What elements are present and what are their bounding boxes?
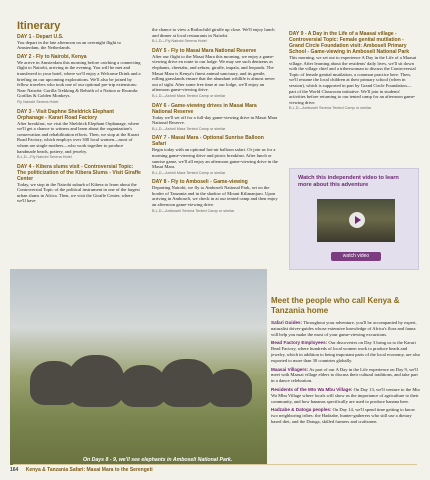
day-text: Departing Nairobi, we fly to Amboseli National Park, set on the border of Tanzania and in the shadow of Mount Kilimanjaro. Upon arriving in Amboseli, we check in at our tented camp and then enjoy an afternoon game-viewing drive. xyxy=(152,185,278,208)
day-heading: DAY 8 - Fly to Amboseli - Game-viewing xyxy=(152,179,248,186)
day-meals: B,L,D—Amboseli Serena Tented Camp or similar xyxy=(289,106,372,111)
people-label: Residents of the Mto Wa Mbu Village: xyxy=(271,386,353,392)
page-number: 164 xyxy=(10,467,19,473)
day-heading: DAY 7 - Masai Mara - Optional Sunrise Balloon Safari xyxy=(152,135,264,148)
people-item xyxy=(271,407,421,424)
people-text: On Day 13, we'll venture to the Mto Wa Mbu Village where locals will show us the importance of agriculture to their community, and how bananas specifically are used to produce banana beer. xyxy=(271,386,420,404)
day-heading: DAY 6 - Game-viewing drives in Masai Mara National Reserve xyxy=(152,102,257,115)
people-item xyxy=(271,340,421,363)
elephant-shape xyxy=(208,369,252,407)
day-text: Today, we stop in the Nairobi suburb of Kibera to learn about the Controversial Topic of the political instrument in one of the largest urban slums in Africa. Then, we visit the Giraffe Center, where we'll have xyxy=(17,181,140,204)
itinerary-column-1 xyxy=(17,20,141,204)
day-heading: DAY 2 - Fly to Nairobi, Kenya xyxy=(17,53,87,60)
day-meals: B,L,D—Fly Nairobi Serena Hotel xyxy=(17,155,72,160)
photo-caption: On Days 8 - 9, we'll see elephants in Amboseli National Park. xyxy=(83,457,233,463)
day-meals: B,L,D—Ashnil Mara Tented Camp or similar xyxy=(152,170,226,175)
day-heading: DAY 4 - Kibera slums visit - Controversial Topic: The politicization of the Kibera Slums - Visit Giraffe Center xyxy=(17,163,141,182)
people-text: As part of our A Day in the Life experience on Day 9, we'll meet with Maasai village elders to discuss their cultural traditions, and take part in a dance celebration. xyxy=(271,366,418,384)
people-item xyxy=(271,367,421,384)
day-text: After our flight to the Masai Mara this morning, we enjoy a game-viewing drive en route to our lodge. We may see such denizens as elephants, cheetahs, and zebras; giraffe, impala, and leopards. The Masai Mara is Kenya's finest animal sanctuary, and its gentle, rolling grasslands ensure that the abundant wildlife is almost never out of sight. After some free time at our lodge, we'll enjoy an afternoon game-viewing drive. xyxy=(152,53,275,93)
day-entry xyxy=(152,48,278,100)
people-text: Throughout your adventure, you'll be accompanied by expert, naturalist driver-guides whose extensive knowledge of Africa's flora and fauna will help you make the most of your game-viewing excursions. xyxy=(271,320,417,337)
day-meals: B,L,D—Amboseli Serena Tented Camp or similar xyxy=(152,208,235,213)
itinerary-title: Itinerary xyxy=(17,20,61,32)
day-heading: DAY 9 - A Day in the Life of a Maasai village - Controversial Topic: Female genital mutilation - Grand Circle Foundation visit: Amboseli Primary School - Game-viewing in Amboseli National Park xyxy=(289,31,410,55)
people-text: Our discoveries on Day 3 bring us to the Karari Bead Factory, where hundreds of local women work to produce beads and jewelry, which in addition to being important parts of the local economy, are also exported to more than 30 countries globally. xyxy=(271,340,421,363)
day-entry xyxy=(17,54,141,106)
day-entry xyxy=(152,135,278,176)
day-text: After breakfast, we visit the Sheldrick Elephant Orphanage, where we'll get a chance to witness and learn about the organization's conservation and rehabilitation efforts. Then, we stop at the Karari Road Factory, which employs over 300 local women—most of whom are single mothers—who work together to produce handmade beads, pottery, and jewelry. xyxy=(17,120,140,154)
day-entry xyxy=(152,103,278,133)
play-icon[interactable] xyxy=(349,212,365,228)
elephant-shape xyxy=(68,355,124,407)
day-meals: B,L,D—Ashnil Mara Tented Camp or similar xyxy=(152,126,226,131)
day-text: the chance to view a Rothschild giraffe up close. We'll enjoy lunch and dinner at local restaurants in Nairobi. xyxy=(152,27,275,38)
people-title: Meet the people who call Kenya & Tanzania home xyxy=(271,296,400,315)
people-section xyxy=(271,296,421,428)
day-heading: DAY 1 - Depart U.S. xyxy=(17,33,64,40)
day-meals: B,L,D—Fly Nairobi Serena Hotel xyxy=(152,39,207,44)
itinerary-column-2 xyxy=(152,27,278,216)
day-entry xyxy=(17,164,141,204)
day-entry xyxy=(17,34,141,51)
day-text: You depart in the late afternoon on an overnight flight to Amsterdam, the Netherlands. xyxy=(17,39,121,51)
video-thumbnail[interactable] xyxy=(317,199,395,242)
day-meals: Fly Nairobi Serena Hotel xyxy=(17,99,59,104)
people-label: Safari Guides: xyxy=(271,320,303,325)
day-entry xyxy=(152,27,278,45)
elephants-photo xyxy=(10,269,267,465)
day-heading: DAY 5 - Fly to Masai Mara National Reserve xyxy=(152,47,257,54)
day-entry xyxy=(289,31,417,112)
people-label: Maasai Villagers: xyxy=(271,366,309,372)
video-title: Watch this independent video to learn more about this adventure xyxy=(298,175,399,188)
people-item xyxy=(271,320,421,337)
watch-video-button[interactable]: watch video xyxy=(331,252,381,261)
elephant-shape xyxy=(160,359,214,407)
people-label: Bead Factory Employees: xyxy=(271,340,328,346)
day-entry xyxy=(152,179,278,214)
day-meals: B,L,D—Ashnil Mara Tented Camp or similar xyxy=(152,93,226,98)
itinerary-column-3 xyxy=(289,28,417,114)
people-label: Hadzabe & Datoga peoples: xyxy=(271,407,332,413)
day-entry xyxy=(17,109,141,161)
people-item xyxy=(271,387,421,404)
day-text: This morning, we set out to experience A Day in the Life of a Maasai village. After learning about the residents' daily lives, we'll sit down with the village chief and a tribeswoman to discuss the Controversial Topic of female genital mutilation, a common practice here. Then, we'll resume the local children at their primary school (when in session), which is supported in part by Grand Circle Foundation—part of the World Classroom initiative. We'll join in students' activities before returning to our tented camp for an afternoon game-viewing drive. xyxy=(289,55,417,105)
day-text: Begin today with an optional hot-air balloon safari. Or join us for a morning game-viewing drive and picnic breakfast. After lunch or sunrise game, we'll all enjoy an afternoon game-viewing drive in the Masai Mara. xyxy=(152,147,278,170)
people-text: On Day 14, we'll spend time getting to know two neighboring tribes: the Hadzabe, hunter-gatherers who still use a dietary based diet, and the Datoga, skilled farmers and craftsmen. xyxy=(271,407,416,424)
day-text: We arrive in Amsterdam this morning before catching a connecting flight to Nairobi, arriving in the evening. You will be met and transferred to your hotel, where we'll enjoy a Welcome Drink and a briefing on our upcoming explorations. We'll also be joined by fellow travelers who took one of our optional pre-trip extensions: Near Nairobi: Gorilla Trekking & Rebirth of a Nation or Rwanda: Gorillas & Golden Monkeys. xyxy=(17,59,141,99)
footer-divider xyxy=(13,464,417,465)
page-footer xyxy=(10,467,153,473)
day-text: Today we'll set off for a full-day game-viewing drive in Masai Mara National Reserve. xyxy=(152,114,278,126)
footer-title: Kenya & Tanzania Safari: Masai Mara to the Serengeti xyxy=(25,467,153,473)
day-heading: DAY 3 - Visit Daphne Sheldrick Elephant Orphanage - Karari Road Factory xyxy=(17,108,114,121)
video-promo xyxy=(289,168,419,270)
